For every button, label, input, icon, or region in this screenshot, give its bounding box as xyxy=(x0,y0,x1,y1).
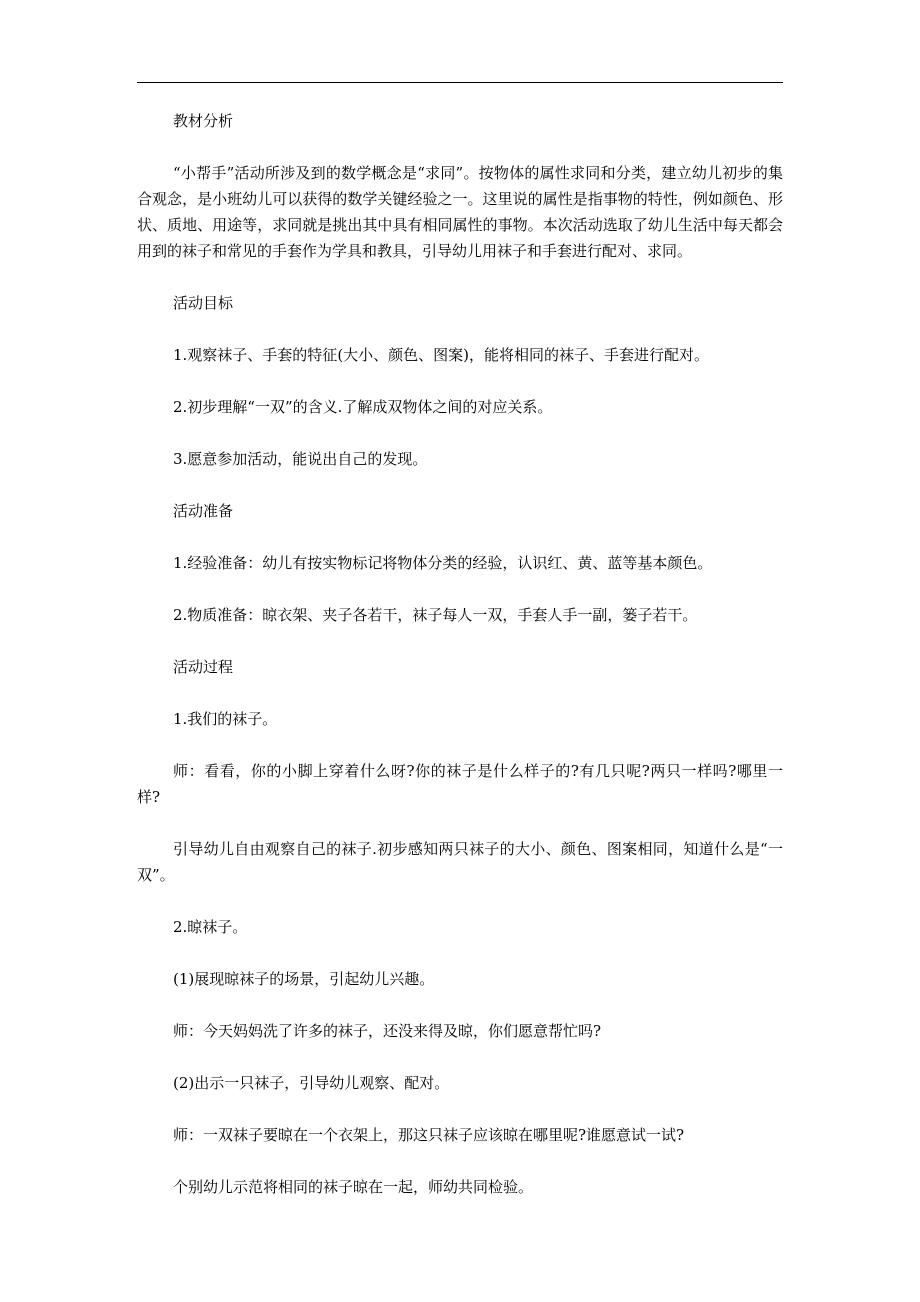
goal-item-1: 1.观察袜子、手套的特征(大小、颜色、图案)，能将相同的袜子、手套进行配对。 xyxy=(173,346,710,364)
teacher-dialogue-3: 师：一双袜子要晾在一个衣架上，那这只袜子应该晾在哪里呢?谁愿意试一试? xyxy=(173,1126,685,1144)
sub-step-1: (1)展现晾袜子的场景，引起幼儿兴趣。 xyxy=(173,970,435,988)
teacher-dialogue-1: 师：看看，你的小脚上穿着什么呀?你的袜子是什么样子的?有几只呢?两只一样吗?哪里一样? xyxy=(137,762,783,806)
section-heading-process: 活动过程 xyxy=(173,658,234,676)
section-heading-analysis: 教材分析 xyxy=(173,112,234,130)
guidance-paragraph-1: 引导幼儿自由观察自己的袜子.初步感知两只袜子的大小、颜色、图案相同，知道什么是“一双”。 xyxy=(137,840,783,884)
header-rule xyxy=(137,82,783,83)
paragraph-analysis: “小帮手”活动所涉及到的数学概念是“求同”。按物体的属性求同和分类，建立幼儿初步的集合观念，是小班幼儿可以获得的数学关键经验之一。这里说的属性是指事物的特性，例如颜色、形状、质地、用途等，求同就是挑出其中具有相同属性的事物。本次活动选取了幼儿生活中每天都会用到的袜子和常见的手套作为学具和教具，引导幼儿用袜子和手套进行配对、求同。 xyxy=(137,164,783,260)
preparation-item-1: 1.经验准备：幼儿有按实物标记将物体分类的经验，认识红、黄、蓝等基本颜色。 xyxy=(173,554,713,572)
sub-step-2: (2)出示一只袜子，引导幼儿观察、配对。 xyxy=(173,1074,450,1092)
goal-item-2: 2.初步理解“一双”的含义.了解成双物体之间的对应关系。 xyxy=(173,398,553,416)
teacher-dialogue-2: 师：今天妈妈洗了许多的袜子，还没来得及晾，你们愿意帮忙吗? xyxy=(173,1022,602,1040)
document-body xyxy=(137,108,783,1200)
section-heading-preparation: 活动准备 xyxy=(173,502,234,520)
process-step-2: 2.晾袜子。 xyxy=(173,918,248,936)
preparation-item-2: 2.物质准备：晾衣架、夹子各若干，袜子每人一双，手套人手一副，篓子若干。 xyxy=(173,606,698,624)
demonstration-paragraph: 个别幼儿示范将相同的袜子晾在一起，师幼共同检验。 xyxy=(173,1178,534,1196)
process-step-1: 1.我们的袜子。 xyxy=(173,710,278,728)
section-heading-goals: 活动目标 xyxy=(173,294,234,312)
goal-item-3: 3.愿意参加活动，能说出自己的发现。 xyxy=(173,450,428,468)
